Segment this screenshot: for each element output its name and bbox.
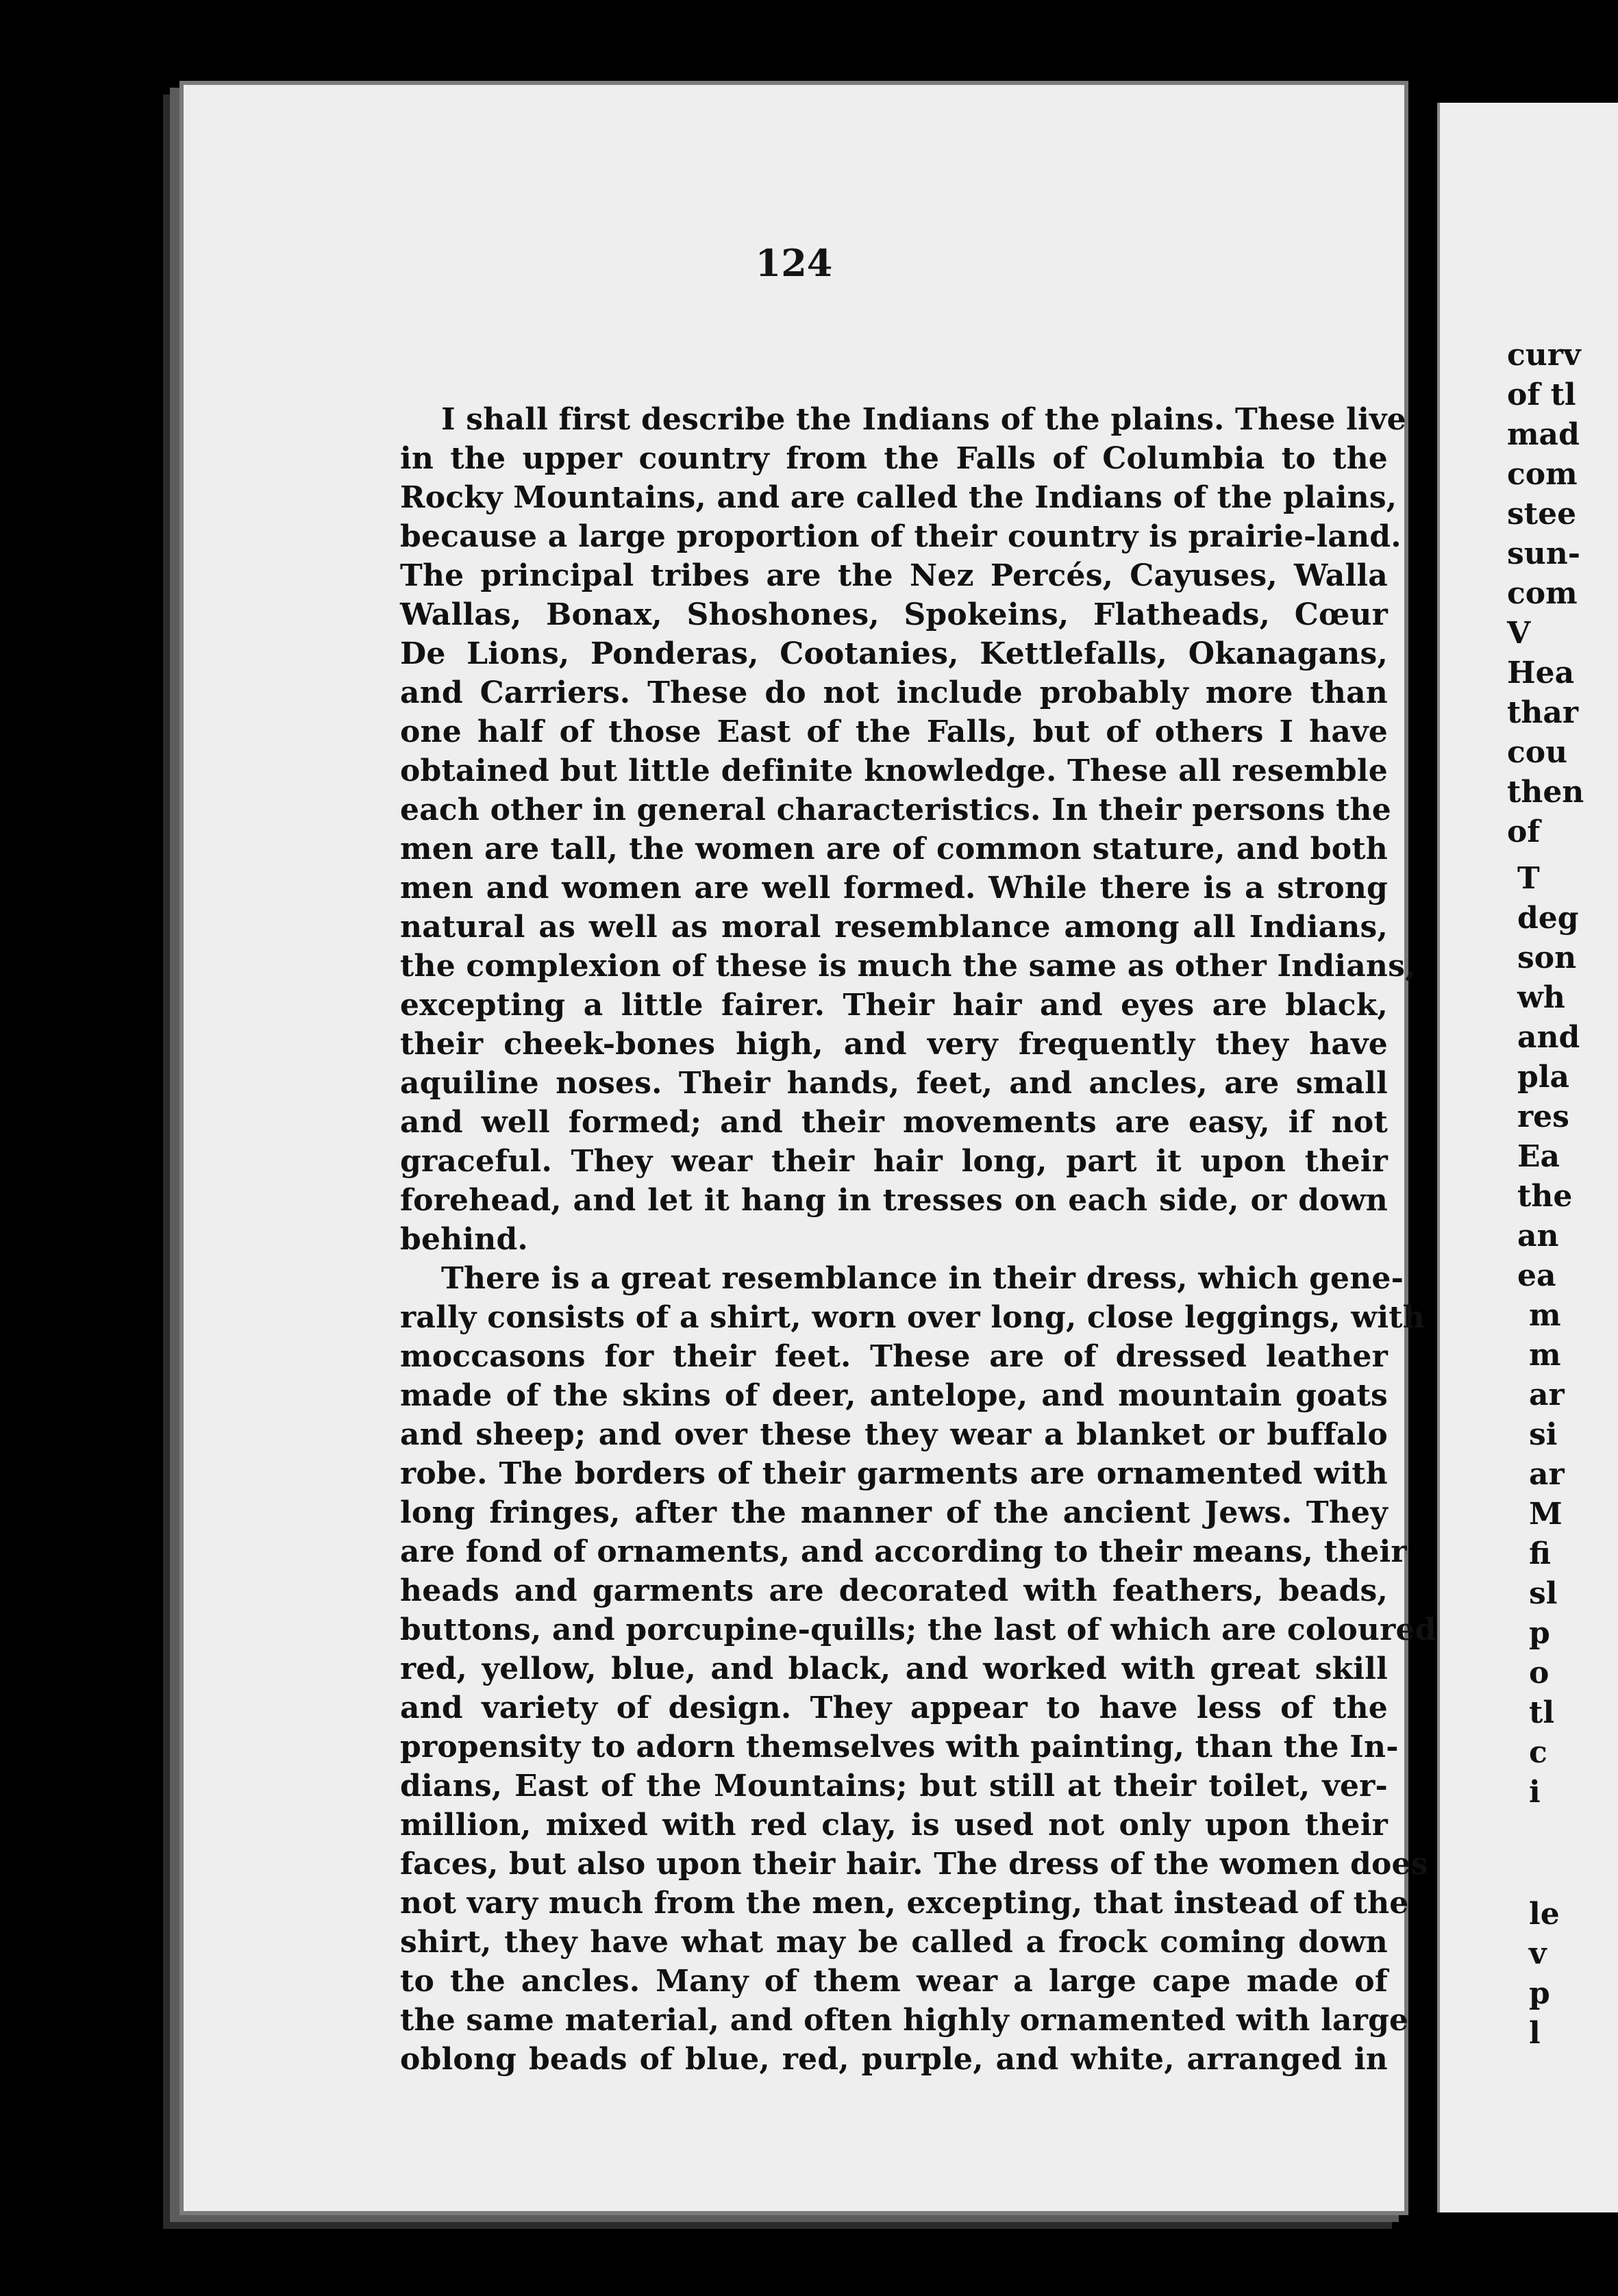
text-line: men are tall, the women are of common stature, and both (400, 832, 1388, 866)
right-page-text-fragment: of (1507, 814, 1541, 849)
text-line: obtained but little definite knowledge. These all resemble (400, 753, 1388, 788)
right-page-text-fragment: mad (1507, 417, 1580, 452)
text-line: excepting a little fairer. Their hair and eyes are black, (400, 988, 1388, 1023)
text-line: and variety of design. They appear to have less of the (400, 1690, 1388, 1725)
right-page-text-fragment: Hea (1507, 656, 1575, 690)
text-line: to the ancles. Many of them wear a large cape made of (400, 1964, 1388, 1999)
right-page-text-fragment: le (1529, 1897, 1560, 1932)
text-line: the same material, and often highly ornamented with large (400, 2003, 1409, 2038)
right-page-text-fragment: sun- (1507, 536, 1581, 571)
body-text (400, 400, 1436, 2079)
text-line: rally consists of a shirt, worn over long, close leggings, with (400, 1300, 1425, 1335)
text-line: and well formed; and their movements are easy, if not (400, 1105, 1388, 1140)
right-page-text-fragment: o (1529, 1656, 1549, 1690)
text-line: oblong beads of blue, red, purple, and white, arranged in (400, 2042, 1388, 2077)
right-page-text-fragment: son (1517, 940, 1577, 975)
right-page-text-fragment: pla (1517, 1060, 1569, 1095)
right-page-text-fragment: then (1507, 775, 1584, 810)
right-page-text-fragment: si (1529, 1417, 1558, 1452)
text-line: shirt, they have what may be called a frock coming down (400, 1925, 1388, 1960)
text-line: each other in general characteristics. In their persons the (400, 793, 1391, 827)
text-line: dians, East of the Mountains; but still at their toilet, ver- (400, 1769, 1388, 1804)
right-page-text-fragment: the (1517, 1179, 1573, 1214)
text-line: long fringes, after the manner of the ancient Jews. They (400, 1495, 1388, 1530)
text-line: are fond of ornaments, and according to their means, their (400, 1534, 1407, 1569)
text-line: propensity to adorn themselves with painting, than the In- (400, 1730, 1399, 1764)
right-page-text-fragment: m (1529, 1338, 1561, 1373)
right-page-text-fragment: v (1529, 1936, 1547, 1971)
right-page-text-fragment: com (1507, 576, 1578, 611)
text-line: De Lions, Ponderas, Cootanies, Kettlefalls, Okanagans, (400, 636, 1388, 671)
page-number: 124 (755, 241, 833, 285)
right-page-text-fragment: deg (1517, 901, 1579, 936)
text-line: and sheep; and over these they wear a blanket or buffalo (400, 1417, 1388, 1452)
right-page-text-fragment: ar (1529, 1457, 1565, 1492)
right-page-text-fragment: l (1529, 2016, 1541, 2051)
text-line: heads and garments are decorated with feathers, beads, (400, 1573, 1388, 1608)
text-line: one half of those East of the Falls, but of others I have (400, 714, 1388, 749)
right-page-text-fragment: p (1529, 1616, 1550, 1651)
right-page-text-fragment: ea (1517, 1258, 1556, 1293)
text-line: Rocky Mountains, and are called the Indians of the plains, (400, 480, 1397, 515)
right-page-text-fragment: c (1529, 1735, 1547, 1770)
right-page-text-fragment: stee (1507, 497, 1577, 532)
right-page-text-fragment: res (1517, 1099, 1569, 1134)
text-line: I shall first describe the Indians of the plains. These live (441, 402, 1406, 437)
text-line: made of the skins of deer, antelope, and mountain goats (400, 1378, 1388, 1413)
text-line: in the upper country from the Falls of Columbia to the (400, 441, 1388, 476)
text-line: million, mixed with red clay, is used not only upon their (400, 1808, 1388, 1843)
right-page-text-fragment: wh (1517, 980, 1565, 1015)
right-page-text-fragment: com (1507, 457, 1578, 492)
right-page-text-fragment: fi (1529, 1536, 1551, 1571)
text-line: red, yellow, blue, and black, and worked with great skill (400, 1651, 1388, 1686)
right-page-text-fragment: i (1529, 1775, 1541, 1810)
text-line: graceful. They wear their hair long, part it upon their (400, 1144, 1388, 1179)
right-page-text-fragment: sl (1529, 1576, 1558, 1611)
right-page-text-fragment: and (1517, 1020, 1580, 1055)
text-line: not vary much from the men, excepting, that instead of the (400, 1886, 1409, 1921)
text-line: buttons, and porcupine-quills; the last of which are coloured (400, 1612, 1436, 1647)
right-page-text-fragment: curv (1507, 338, 1581, 373)
right-page-text-fragment: tl (1529, 1695, 1555, 1730)
right-page-text-fragment: T (1517, 861, 1540, 896)
text-line: because a large proportion of their country is prairie-land. (400, 519, 1402, 554)
right-page-text-fragment: Ea (1517, 1139, 1560, 1174)
text-line: men and women are well formed. While there is a strong (400, 871, 1388, 906)
right-page-text-fragment: cou (1507, 735, 1568, 770)
right-page-text-fragment: thar (1507, 695, 1579, 730)
right-page-text-fragment: ar (1529, 1377, 1565, 1412)
text-line: aquiline noses. Their hands, feet, and ancles, are small (400, 1066, 1388, 1101)
text-line: behind. (400, 1222, 528, 1257)
text-line: moccasons for their feet. These are of dressed leather (400, 1339, 1388, 1374)
paragraph-1 (400, 400, 1416, 1259)
right-page-text-fragment: p (1529, 1976, 1550, 2011)
right-page-text-fragment: m (1529, 1298, 1561, 1333)
text-line: robe. The borders of their garments are ornamented with (400, 1456, 1388, 1491)
book-page-left (179, 81, 1436, 2215)
text-line: natural as well as moral resemblance among all Indians, (400, 910, 1388, 945)
right-page-text-fragment: V (1507, 616, 1531, 651)
right-page-text-fragment: M (1529, 1497, 1563, 1532)
text-line: Wallas, Bonax, Shoshones, Spokeins, Flatheads, Cœur (400, 597, 1388, 632)
text-line: their cheek-bones high, and very frequently they have (400, 1027, 1388, 1062)
paragraph-2 (400, 1259, 1436, 2079)
right-page-text-fragment: an (1517, 1219, 1559, 1253)
text-line: faces, but also upon their hair. The dress of the women does (400, 1847, 1428, 1882)
text-line: forehead, and let it hang in tresses on each side, or down (400, 1183, 1388, 1218)
text-line: the complexion of these is much the same as other Indians, (400, 949, 1416, 984)
right-page-text-fragment: of tl (1507, 377, 1576, 412)
text-line: There is a great resemblance in their dress, which gene- (441, 1261, 1404, 1296)
text-line: The principal tribes are the Nez Percés, Cayuses, Walla (400, 558, 1388, 593)
text-line: and Carriers. These do not include probably more than (400, 675, 1388, 710)
